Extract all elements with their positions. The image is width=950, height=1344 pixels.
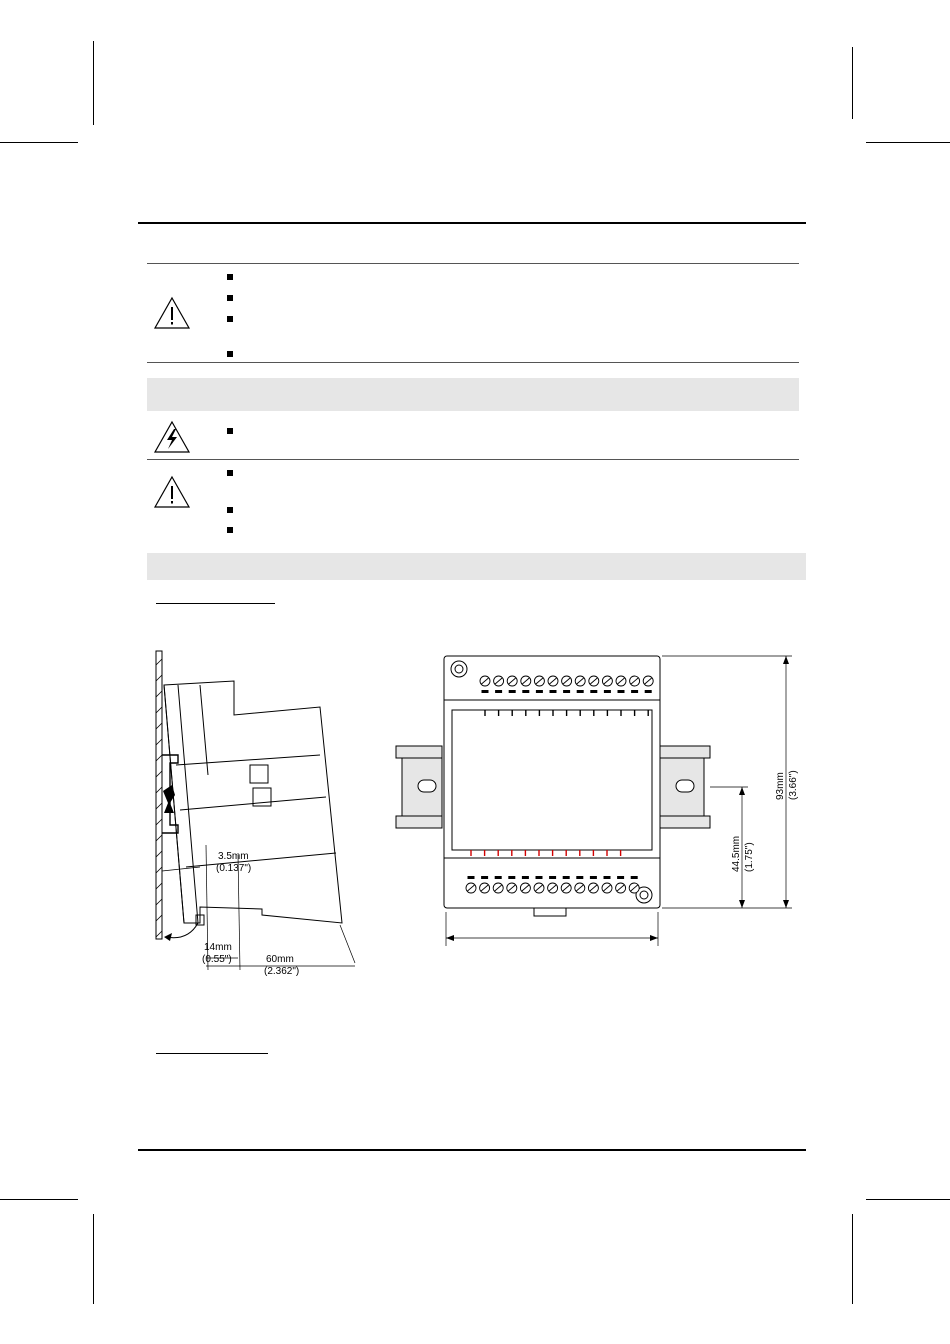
side-view-diagram [150, 645, 370, 985]
dim-base-inch-label: (0.55") [202, 954, 232, 965]
crop-mark-bottom-left-v [93, 1214, 94, 1304]
module-side-body [164, 681, 342, 923]
caution-triangle-icon [153, 475, 191, 509]
wiring-section-band [147, 378, 799, 411]
bullet-marker [227, 316, 233, 322]
caution-triangle-icon [153, 296, 191, 330]
bullet-marker [227, 507, 233, 513]
bullet-marker [227, 527, 233, 533]
second-section-heading [156, 1052, 268, 1054]
separator [147, 362, 799, 363]
mounting-wall [156, 651, 162, 939]
separator [147, 263, 799, 264]
dim-depth-label: 60mm [266, 954, 294, 965]
crop-mark-top-left-v [93, 41, 94, 125]
dim-rail-gap-label: 3.5mm [218, 851, 249, 862]
dim-height-label: 93mm [775, 772, 786, 800]
header-rule [138, 222, 806, 224]
dim-base-label: 14mm [204, 942, 232, 953]
dim-depth-inch-label: (2.362") [264, 966, 300, 977]
crop-mark-bottom-left-h [0, 1199, 78, 1200]
crop-mark-top-left-h [0, 142, 78, 143]
dim-rail-gap-inch-label: (0.137") [216, 863, 252, 874]
bullet-marker [227, 274, 233, 280]
dim-height-inch-label: (3.66") [788, 770, 799, 800]
electric-shock-triangle-icon [153, 420, 191, 454]
front-view-diagram [390, 650, 810, 960]
bullet-marker [227, 351, 233, 357]
dimensions-heading [156, 602, 275, 604]
crop-mark-bottom-right-v [852, 1214, 853, 1304]
footer-rule [138, 1149, 806, 1151]
bullet-marker [227, 428, 233, 434]
dimension-lines [162, 845, 355, 970]
separator [147, 459, 799, 460]
mounting-section-band [147, 553, 806, 580]
dim-rail-label: 44.5mm [731, 835, 742, 872]
crop-mark-bottom-right-h [866, 1199, 950, 1200]
bullet-marker [227, 295, 233, 301]
crop-mark-top-right-v [852, 47, 853, 119]
crop-mark-top-right-h [866, 142, 950, 143]
dim-rail-inch-label: (1.75") [744, 842, 755, 872]
bullet-marker [227, 470, 233, 476]
